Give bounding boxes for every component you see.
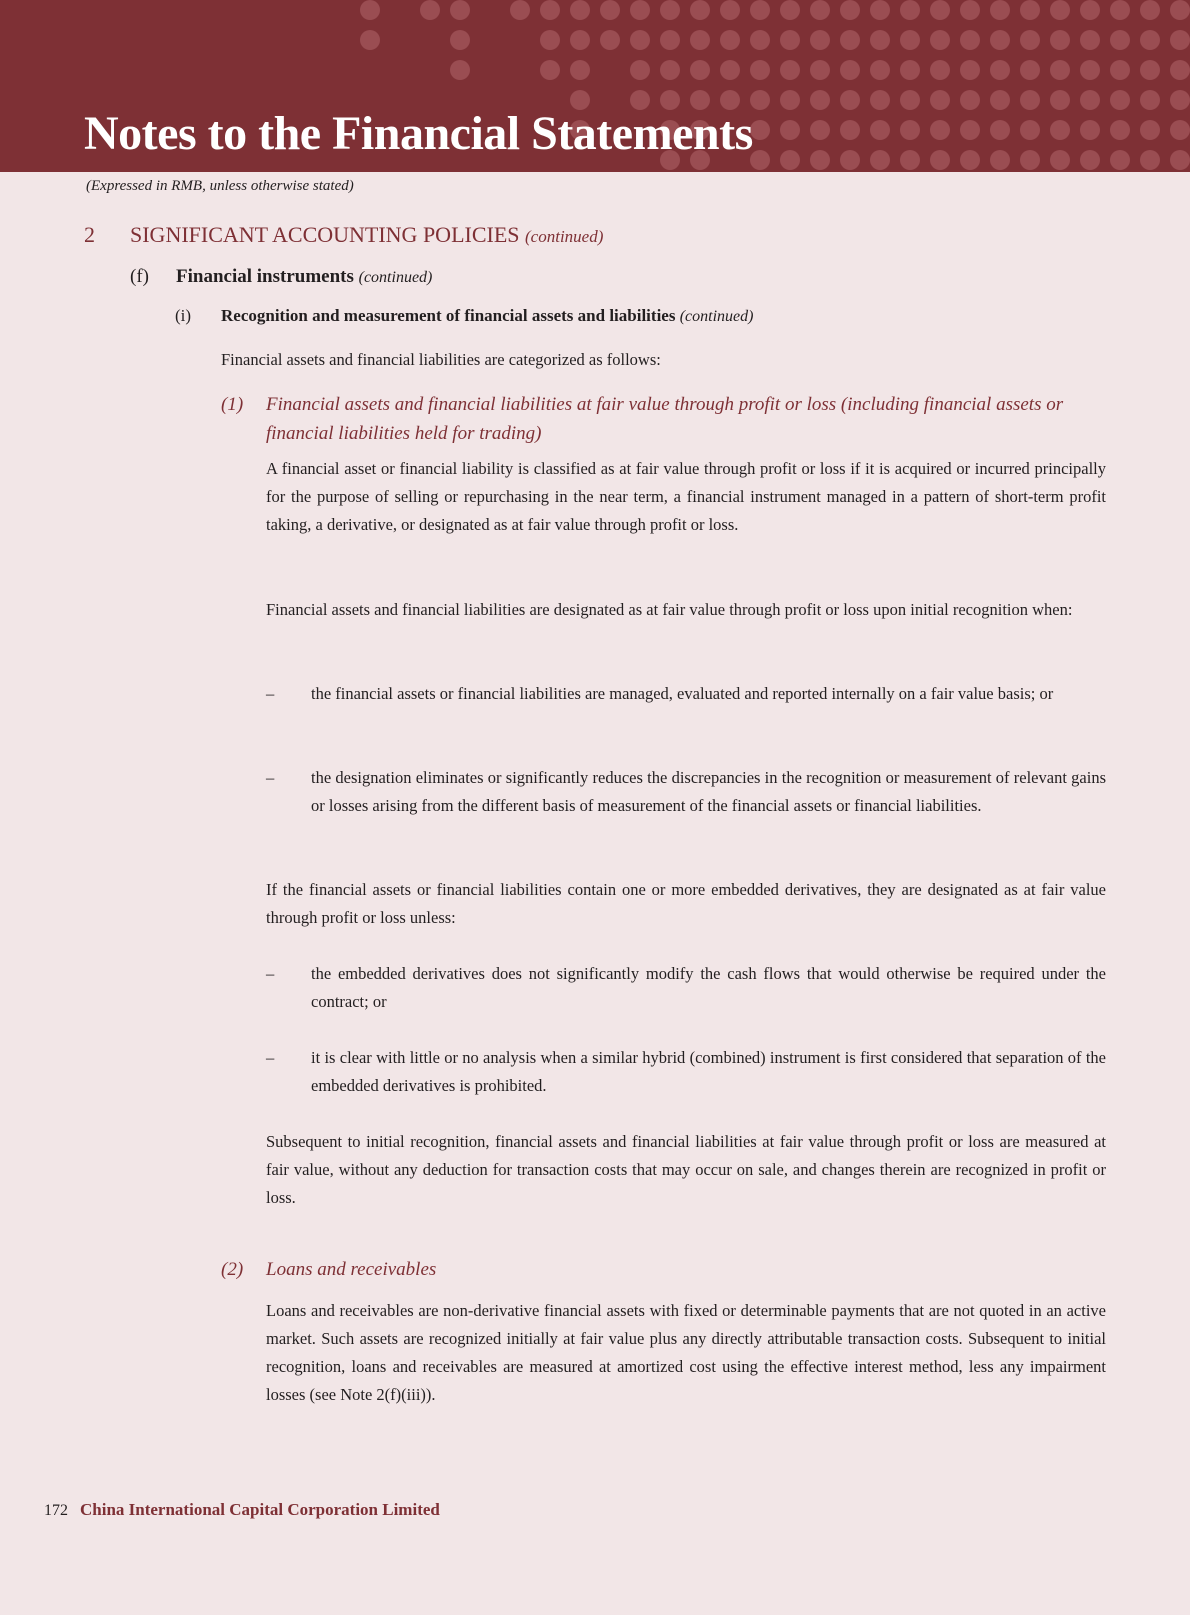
decorative-dot <box>780 90 800 110</box>
decorative-dot <box>810 30 830 50</box>
decorative-dot <box>840 60 860 80</box>
decorative-dot <box>750 120 770 140</box>
decorative-dot <box>810 150 830 170</box>
decorative-dot <box>840 30 860 50</box>
bullet-dash: – <box>266 1048 275 1067</box>
decorative-dot <box>840 90 860 110</box>
decorative-dot <box>570 60 590 80</box>
decorative-dot <box>810 90 830 110</box>
page-title: Notes to the Financial Statements <box>84 107 753 160</box>
decorative-dot <box>1020 120 1040 140</box>
decorative-dot <box>1020 150 1040 170</box>
section-number: 2 <box>84 222 95 247</box>
decorative-dot <box>1140 0 1160 20</box>
decorative-dot <box>930 120 950 140</box>
decorative-dot <box>570 30 590 50</box>
decorative-dot <box>960 60 980 80</box>
decorative-dot <box>1140 60 1160 80</box>
decorative-dot <box>1170 150 1190 170</box>
decorative-dot <box>1050 120 1070 140</box>
list-item-text: the embedded derivatives does not significantly modify the cash flows that would otherwise be required under the contract; or <box>311 964 1106 1011</box>
decorative-dot <box>450 30 470 50</box>
decorative-dot <box>1140 90 1160 110</box>
decorative-dot <box>780 30 800 50</box>
decorative-dot <box>990 120 1010 140</box>
decorative-dot <box>780 0 800 20</box>
subsection-continued: (continued) <box>358 269 433 286</box>
decorative-dot <box>420 0 440 20</box>
decorative-dot <box>900 30 920 50</box>
decorative-dot <box>720 0 740 20</box>
section-title: SIGNIFICANT ACCOUNTING POLICIES <box>130 222 520 247</box>
decorative-dot <box>600 0 620 20</box>
decorative-dot <box>1080 90 1100 110</box>
decorative-dot <box>870 60 890 80</box>
decorative-dot <box>960 120 980 140</box>
list-item <box>266 764 1106 820</box>
decorative-dot <box>1050 30 1070 50</box>
decorative-dot <box>540 0 560 20</box>
bullet-dash: – <box>266 684 275 703</box>
decorative-dot <box>780 150 800 170</box>
list-item <box>266 1044 1106 1100</box>
category-label: (2) <box>221 1259 244 1280</box>
decorative-dot <box>360 30 380 50</box>
company-name: China International Capital Corporation Limited <box>80 1500 440 1519</box>
decorative-dot <box>780 120 800 140</box>
decorative-dot <box>870 120 890 140</box>
page-subtitle: (Expressed in RMB, unless otherwise stated) <box>86 178 354 194</box>
decorative-dot <box>1020 90 1040 110</box>
section-continued: (continued) <box>525 227 604 246</box>
decorative-dot <box>1170 120 1190 140</box>
decorative-dot <box>900 90 920 110</box>
decorative-dot <box>1140 150 1160 170</box>
list-item-text: it is clear with little or no analysis when a similar hybrid (combined) instrument is first considered that separation of the embedded derivatives is prohibited. <box>311 1048 1106 1095</box>
category-label: (1) <box>221 394 244 415</box>
decorative-dot <box>450 60 470 80</box>
subsection-label: (f) <box>130 266 149 287</box>
decorative-dot <box>780 60 800 80</box>
decorative-dot <box>810 0 830 20</box>
bullet-dash: – <box>266 768 275 787</box>
paragraph: If the financial assets or financial liabilities contain one or more embedded derivatives, they are designated as at fair value through profit or loss unless: <box>266 880 1106 927</box>
decorative-dot <box>1080 60 1100 80</box>
decorative-dot <box>870 90 890 110</box>
category-title: Financial assets and financial liabilities at fair value through profit or loss (including financial assets or financial liabilities held for trading) <box>266 394 1064 444</box>
decorative-dot <box>720 30 740 50</box>
decorative-dot <box>360 0 380 20</box>
decorative-dot <box>1140 120 1160 140</box>
decorative-dot <box>540 30 560 50</box>
decorative-dot <box>510 0 530 20</box>
decorative-dot <box>840 150 860 170</box>
paragraph: Financial assets and financial liabilities are designated as at fair value through profit or loss upon initial recognition when: <box>266 600 1073 619</box>
decorative-dot <box>930 150 950 170</box>
decorative-dot <box>1140 30 1160 50</box>
intro-paragraph: Financial assets and financial liabilities are categorized as follows: <box>221 350 661 369</box>
decorative-dot <box>870 30 890 50</box>
decorative-dot <box>990 30 1010 50</box>
decorative-dot <box>900 150 920 170</box>
list-item-text: the designation eliminates or significantly reduces the discrepancies in the recognition or measurement of relevant gains or losses arising from the different basis of measurement of the financial assets or financial liabilities. <box>311 768 1106 815</box>
category-1-heading <box>221 390 1101 448</box>
decorative-dot <box>1170 90 1190 110</box>
decorative-dot <box>900 60 920 80</box>
decorative-dot <box>630 0 650 20</box>
decorative-dot <box>1110 60 1130 80</box>
subsection-label: (i) <box>175 306 192 325</box>
decorative-dot <box>1080 150 1100 170</box>
decorative-dot <box>930 60 950 80</box>
paragraph: A financial asset or financial liability is classified as at fair value through profit or loss if it is acquired or incurred principally for the purpose of selling or repurchasing in the near term, a financial instrument managed in a pattern of short-term profit taking, a derivative, or designated as at fair value through profit or loss. <box>266 459 1106 534</box>
decorative-dot <box>720 60 740 80</box>
subsection-heading-i <box>175 306 753 326</box>
decorative-dot <box>810 120 830 140</box>
decorative-dot <box>660 60 680 80</box>
subsection-heading-f <box>130 266 432 288</box>
category-2-heading <box>221 1255 1101 1284</box>
decorative-dot <box>1170 30 1190 50</box>
decorative-dot <box>750 0 770 20</box>
decorative-dot <box>840 0 860 20</box>
decorative-dot <box>600 30 620 50</box>
decorative-dot <box>1050 150 1070 170</box>
decorative-dot <box>660 30 680 50</box>
decorative-dot <box>1110 90 1130 110</box>
decorative-dot <box>900 120 920 140</box>
decorative-dot <box>1020 60 1040 80</box>
decorative-dot <box>690 0 710 20</box>
decorative-dot <box>960 90 980 110</box>
decorative-dot <box>660 0 680 20</box>
decorative-dot <box>1050 60 1070 80</box>
decorative-dot <box>1020 0 1040 20</box>
decorative-dot <box>960 30 980 50</box>
decorative-dot <box>750 30 770 50</box>
page-footer <box>44 1500 440 1520</box>
paragraph: Loans and receivables are non-derivative financial assets with fixed or determinable payments that are not quoted in an active market. Such assets are recognized initially at fair value plus any directly attributable transaction costs. Subsequent to initial recognition, loans and receivables are measured at amortized cost using the effective interest method, less any impairment losses (see Note 2(f)(iii)). <box>266 1301 1106 1404</box>
decorative-dot <box>690 30 710 50</box>
decorative-dot <box>1080 0 1100 20</box>
decorative-dot <box>1080 30 1100 50</box>
decorative-dot <box>750 150 770 170</box>
decorative-dot <box>1110 150 1130 170</box>
decorative-dot <box>1170 0 1190 20</box>
subsection-title: Recognition and measurement of financial assets and liabilities <box>221 306 676 325</box>
decorative-dot <box>990 90 1010 110</box>
decorative-dot <box>960 0 980 20</box>
decorative-dot <box>750 90 770 110</box>
paragraph: Subsequent to initial recognition, financial assets and financial liabilities at fair value through profit or loss are measured at fair value, without any deduction for transaction costs that may occur on sale, and changes therein are recognized in profit or loss. <box>266 1132 1106 1207</box>
bullet-dash: – <box>266 964 275 983</box>
page-number: 172 <box>44 1502 68 1519</box>
decorative-dot <box>930 90 950 110</box>
decorative-dot <box>960 150 980 170</box>
decorative-dot <box>930 30 950 50</box>
decorative-dot <box>990 150 1010 170</box>
subsection-continued: (continued) <box>679 308 754 325</box>
list-item <box>266 680 1106 708</box>
decorative-dot <box>1110 30 1130 50</box>
decorative-dot <box>1110 0 1130 20</box>
decorative-dot <box>1110 120 1130 140</box>
subsection-title: Financial instruments <box>176 266 354 287</box>
decorative-dot <box>990 60 1010 80</box>
decorative-dot <box>1170 60 1190 80</box>
category-title: Loans and receivables <box>266 1259 437 1280</box>
decorative-dot <box>1020 30 1040 50</box>
decorative-dot <box>1050 90 1070 110</box>
decorative-dot <box>930 0 950 20</box>
decorative-dot <box>1050 0 1070 20</box>
decorative-dot <box>870 150 890 170</box>
decorative-dot <box>870 0 890 20</box>
decorative-dot <box>1080 120 1100 140</box>
list-item-text: the financial assets or financial liabilities are managed, evaluated and reported internally on a fair value basis; or <box>311 684 1054 703</box>
decorative-dot <box>630 60 650 80</box>
decorative-dot <box>450 0 470 20</box>
list-item <box>266 960 1106 1016</box>
decorative-dot <box>990 0 1010 20</box>
decorative-dot <box>570 0 590 20</box>
decorative-dot <box>690 60 710 80</box>
decorative-dot <box>900 0 920 20</box>
decorative-dot <box>810 60 830 80</box>
header-band <box>0 0 1190 172</box>
decorative-dot <box>750 60 770 80</box>
decorative-dot <box>630 30 650 50</box>
decorative-dot <box>840 120 860 140</box>
decorative-dot <box>540 60 560 80</box>
section-heading <box>84 222 603 248</box>
